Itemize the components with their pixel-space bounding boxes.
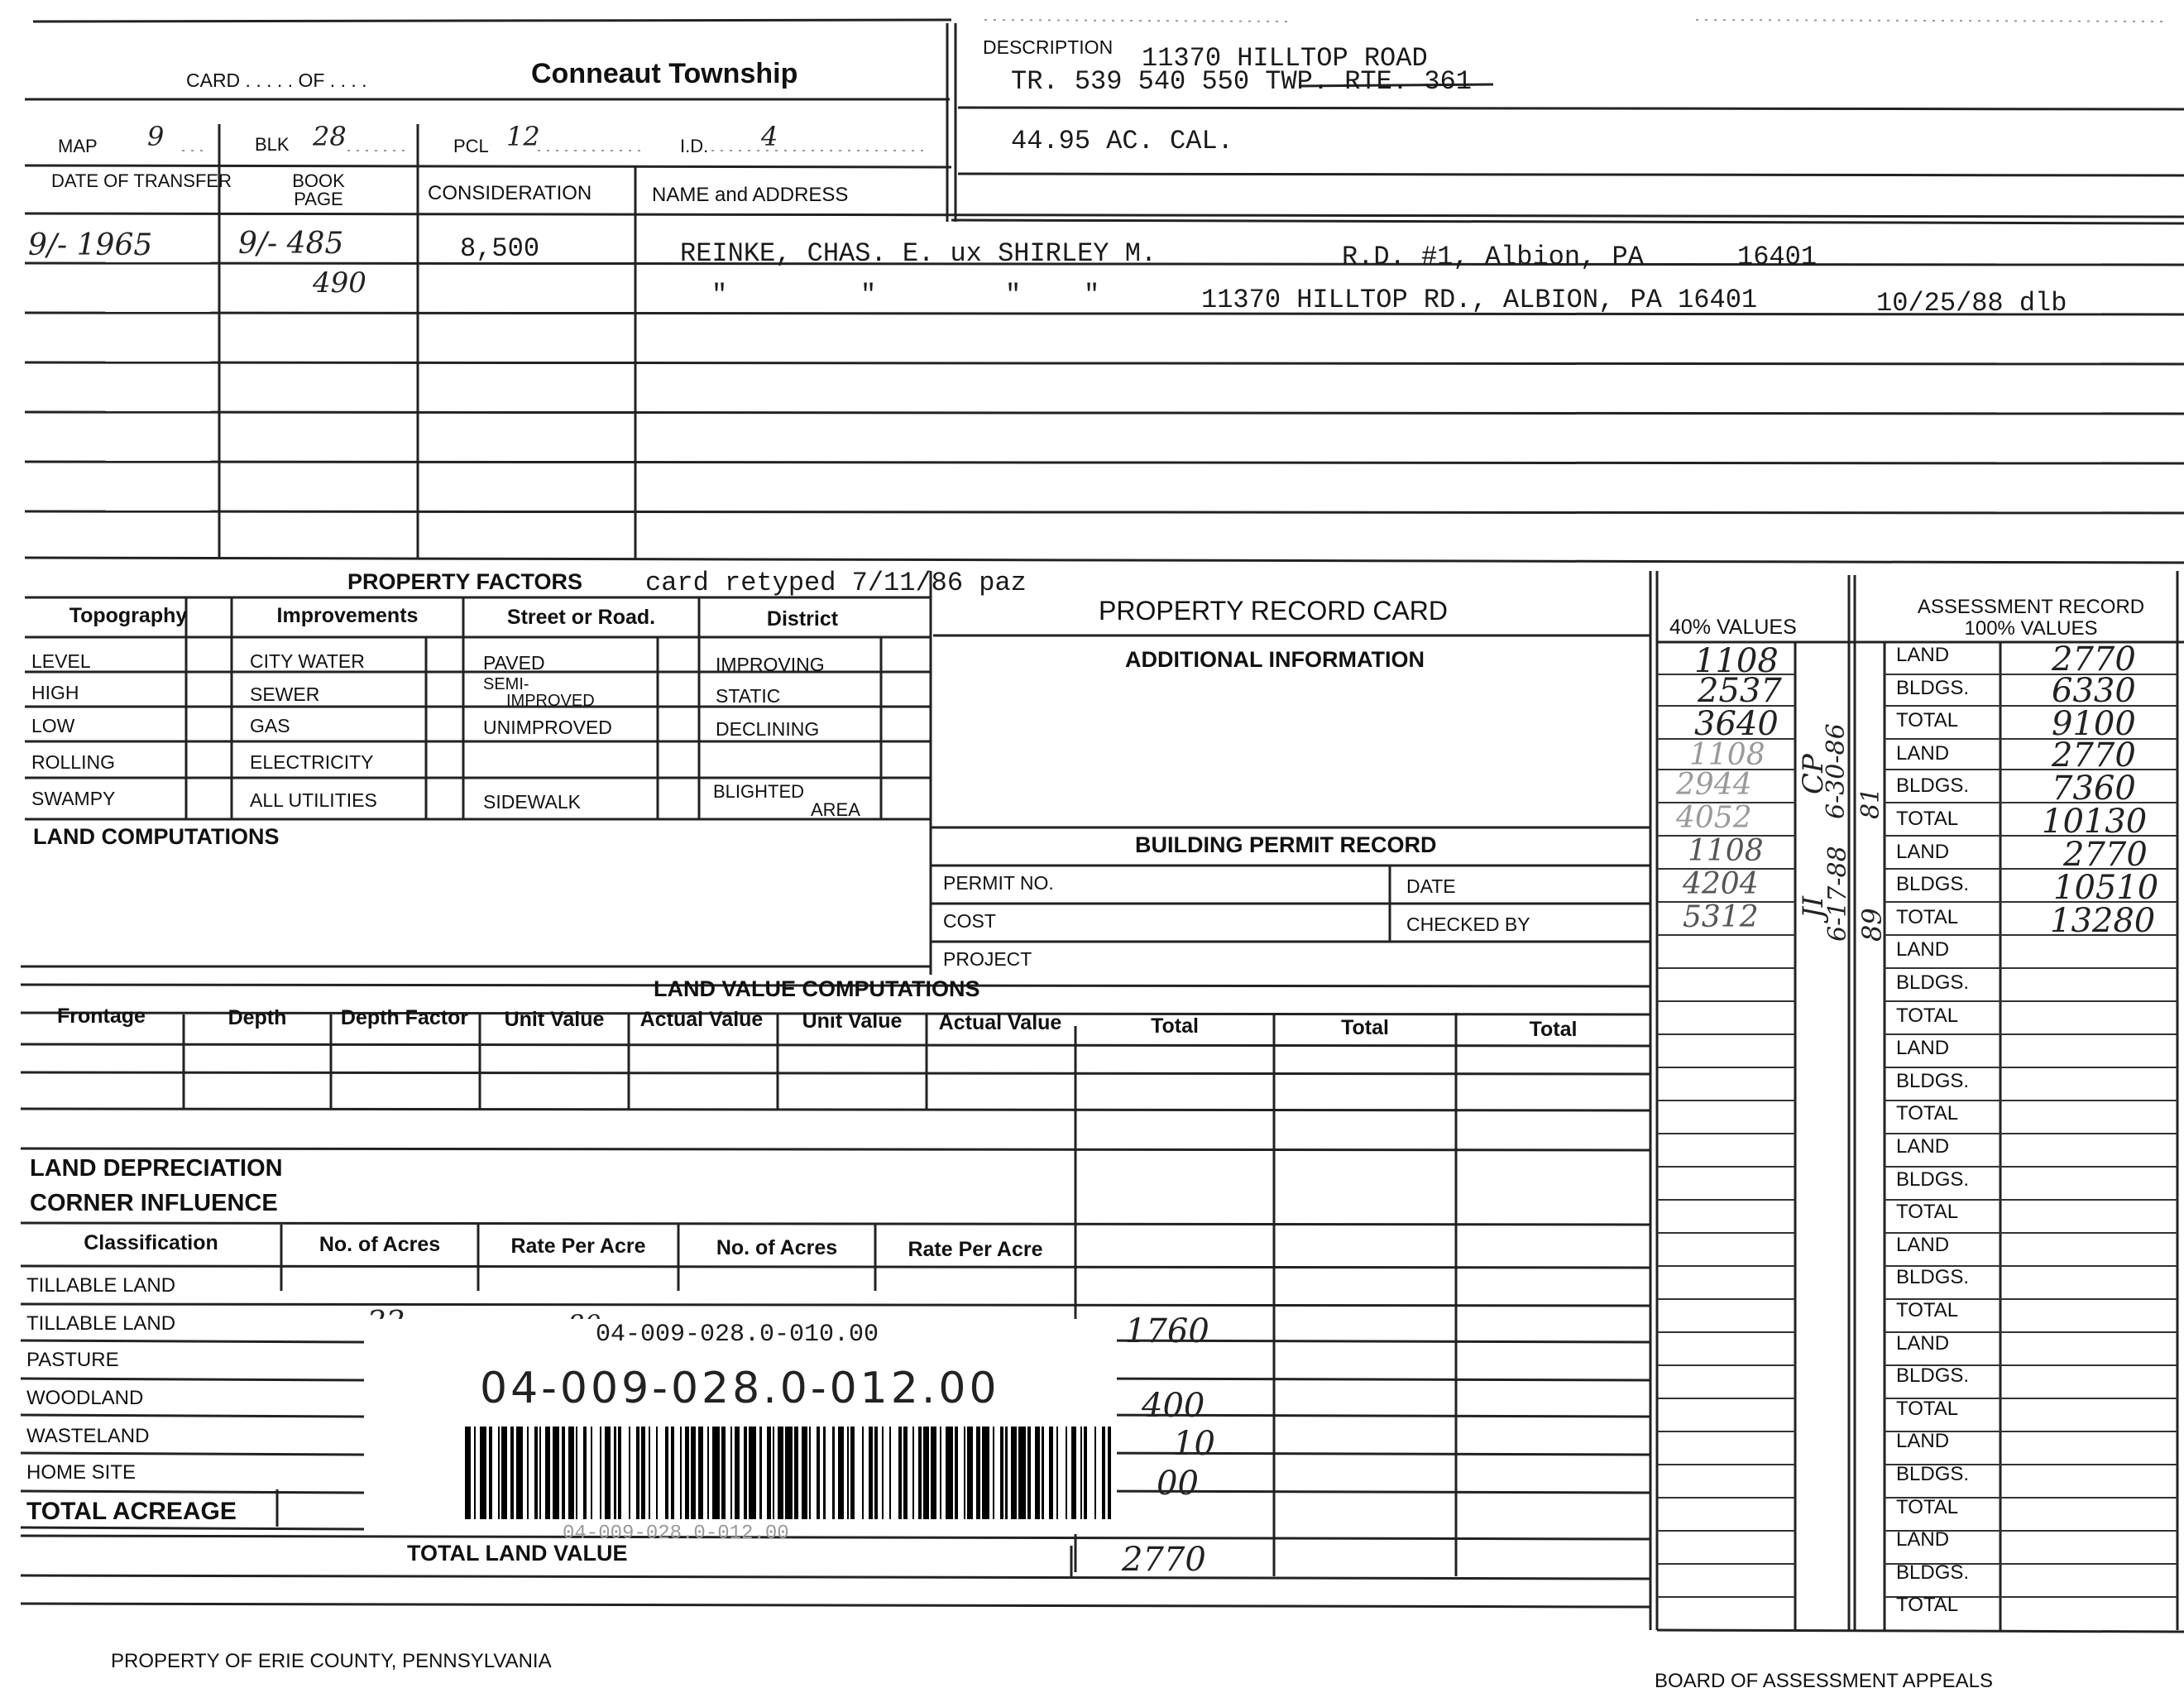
assessment-label-land: LAND [1896, 938, 1950, 961]
assessment-label-total: TOTAL [1896, 905, 1959, 928]
land-total-tillable: 1760 [1125, 1312, 1209, 1350]
barcode-bar [794, 1427, 797, 1519]
assessment-label-bldgs: BLDGS. [1896, 1561, 1970, 1584]
topography-level: LEVEL [31, 650, 91, 672]
struck-route: RTE. 361 [1344, 66, 1472, 97]
mark-ji: JI [1797, 895, 1830, 918]
street-road-header: Street or Road. [506, 606, 656, 629]
description-line-3: 44.95 AC. CAL. [1011, 126, 1233, 156]
value-40-row-2: 2537 [1698, 672, 1782, 710]
property-record-card-title: PROPERTY RECORD CARD [1099, 596, 1448, 626]
barcode-bar [591, 1427, 592, 1519]
transfer-zip-1: 16401 [1737, 242, 1818, 272]
barcode-bar [1018, 1427, 1026, 1519]
barcode-bar [1056, 1427, 1058, 1519]
assessment-label-land: LAND [1896, 1430, 1950, 1453]
assessment-label-total: TOTAL [1896, 1594, 1959, 1617]
street-semi: SEMI- [483, 675, 529, 693]
barcode-bar [576, 1427, 577, 1519]
assessment-label-bldgs: BLDGS. [1896, 873, 1970, 896]
assessment-label-total: TOTAL [1896, 709, 1959, 732]
blk-label: BLK [255, 134, 290, 155]
permit-no-label: PERMIT NO. [943, 872, 1054, 894]
barcode-bar [1084, 1427, 1087, 1519]
rate-per-acre-header-2: Rate Per Acre [908, 1238, 1043, 1261]
classification-header: Classification [84, 1231, 218, 1254]
class-row-tillable-2: TILLABLE LAND [26, 1312, 176, 1335]
barcode-bar [641, 1427, 644, 1519]
retyped-note: card retyped 7/11/86 paz [645, 568, 1027, 598]
barcode-bar [712, 1427, 720, 1519]
assessment-label-total: TOTAL [1896, 1299, 1959, 1321]
street-sidewalk: SIDEWALK [483, 791, 582, 813]
barcode-bar [912, 1427, 914, 1519]
permit-cost-label: COST [943, 910, 996, 932]
assessment-value-3: 9100 [2052, 705, 2136, 743]
assessment-label-bldgs: BLDGS. [1896, 676, 1970, 699]
district-header: District [766, 607, 839, 631]
assessment-label-bldgs: BLDGS. [1896, 1168, 1970, 1191]
barcode-bar [489, 1427, 492, 1519]
date-of-transfer-header: DATE OF TRANSFER [51, 170, 232, 191]
ditto-mark: " [860, 280, 877, 310]
mark-date-1986: 6-30-86 [1822, 723, 1851, 819]
mark-cp: CP [1797, 754, 1830, 794]
barcode-bar [465, 1427, 471, 1519]
unit-value-header-2: Unit Value [802, 1009, 903, 1033]
description-line-2: TR. 539 540 550 TWP. RTE. 361 [1011, 66, 1472, 97]
barcode-bar [955, 1427, 958, 1519]
barcode-bar [1042, 1427, 1043, 1519]
barcode-bar [501, 1427, 507, 1519]
total-header-1: Total [1151, 1014, 1199, 1038]
barcode-bar [1102, 1427, 1105, 1519]
transfer-address-1: R.D. #1, Albion, PA [1342, 242, 1644, 272]
assessment-label-bldgs: BLDGS. [1896, 1069, 1970, 1092]
land-value-computations-title: LAND VALUE COMPUTATIONS [654, 976, 980, 1001]
project-label: PROJECT [943, 948, 1032, 970]
pcl-value: 12 [506, 121, 540, 152]
assessment-value-4: 2770 [2052, 736, 2136, 774]
transfer-date-1: 9/- 1965 [28, 228, 153, 262]
land-total-home-site: 00 [1157, 1465, 1199, 1503]
assessment-label-land: LAND [1896, 840, 1950, 863]
barcode-bar [527, 1427, 529, 1519]
assessment-label-land: LAND [1896, 1135, 1950, 1158]
assessment-value-2: 6330 [2052, 672, 2136, 710]
barcode-bar [903, 1427, 907, 1519]
barcode-bar [1049, 1427, 1052, 1519]
assessment-100-header: 100% VALUES [1964, 617, 2098, 640]
barcode-bar [862, 1427, 864, 1519]
barcode-bar [918, 1427, 922, 1519]
sticker-bottom-text: 04-009-028.0-012.00 [563, 1523, 789, 1545]
barcode-bar [1027, 1427, 1031, 1519]
value-40-row-5: 2944 [1676, 768, 1752, 802]
improvements-header: Improvements [276, 604, 419, 627]
barcode-bar [707, 1427, 709, 1519]
frontage-header: Frontage [57, 1005, 146, 1028]
assessment-label-land: LAND [1896, 1331, 1950, 1355]
topography-low: LOW [31, 715, 75, 736]
barcode-bar [809, 1427, 811, 1519]
barcode-bar [923, 1427, 929, 1519]
barcode-bar [649, 1427, 650, 1519]
barcode-bar [1000, 1427, 1003, 1519]
mark-89: 89 [1856, 908, 1888, 942]
assessment-value-8: 10510 [2053, 869, 2159, 907]
sticker-top-text: 04-009-028.0-010.00 [596, 1321, 879, 1349]
ditto-mark: " [1005, 280, 1022, 310]
barcode-bar [976, 1427, 979, 1519]
barcode-bar [964, 1427, 965, 1519]
depth-factor-header: Depth Factor [340, 1006, 469, 1029]
street-improved: IMPROVED [506, 692, 595, 710]
assessment-value-5: 7360 [2052, 770, 2136, 808]
assessment-label-bldgs: BLDGS. [1896, 1266, 1970, 1289]
footer-board-of-appeals: BOARD OF ASSESSMENT APPEALS [1655, 1670, 1994, 1688]
barcode-bar [618, 1427, 621, 1519]
barcode-bar [778, 1427, 783, 1519]
barcode-bar [1035, 1427, 1041, 1519]
actual-value-header-2: Actual Value [938, 1011, 1062, 1034]
assessment-value-9: 13280 [2050, 902, 2156, 940]
barcode-bar [946, 1427, 953, 1519]
barcode-bar [785, 1427, 793, 1519]
barcode-bar [614, 1427, 615, 1519]
topography-header: Topography [69, 604, 188, 627]
barcode-bar [759, 1427, 761, 1519]
barcode-bar [898, 1427, 902, 1519]
barcode-bar [823, 1427, 825, 1519]
assessment-label-bldgs: BLDGS. [1896, 774, 1970, 798]
barcode-bar [767, 1427, 770, 1519]
barcode-bar [744, 1427, 747, 1519]
blk-value: 28 [313, 121, 347, 152]
district-area: AREA [811, 799, 860, 820]
district-blighted: BLIGHTED [713, 781, 805, 802]
street-unimproved: UNIMPROVED [483, 717, 612, 738]
class-row-wasteland: WASTELAND [26, 1425, 150, 1447]
improvement-sewer: SEWER [250, 683, 320, 705]
ditto-mark: " [711, 280, 728, 310]
assessment-label-total: TOTAL [1896, 1004, 1959, 1027]
name-address-header: NAME and ADDRESS [652, 184, 849, 206]
total-land-value: 2770 [1122, 1541, 1206, 1579]
barcode-bar [838, 1427, 844, 1519]
barcode-bar [562, 1427, 565, 1519]
barcode-bar [874, 1427, 878, 1519]
total-header-3: Total [1529, 1018, 1578, 1041]
barcode-bar [600, 1427, 601, 1519]
barcode-bar [889, 1427, 891, 1519]
district-improving: IMPROVING [716, 654, 825, 675]
barcode-bar [680, 1427, 682, 1519]
assessment-label-total: TOTAL [1896, 1495, 1959, 1518]
value-40-row-9: 5312 [1683, 900, 1759, 934]
barcode-sticker [364, 1319, 1117, 1545]
barcode-bar [656, 1427, 658, 1519]
improvement-gas: GAS [250, 715, 290, 736]
barcode-bar [967, 1427, 973, 1519]
value-40-row-7: 1108 [1688, 834, 1764, 868]
land-computations-title: LAND COMPUTATIONS [33, 824, 280, 849]
assessment-label-land: LAND [1896, 741, 1950, 765]
additional-information-title: ADDITIONAL INFORMATION [1125, 647, 1425, 672]
depth-header: Depth [228, 1006, 287, 1029]
assessment-label-total: TOTAL [1896, 808, 1959, 830]
barcode-bar [721, 1427, 725, 1519]
barcode-bar [605, 1427, 611, 1519]
assessment-label-bldgs: BLDGS. [1896, 971, 1970, 994]
barcode-bar [474, 1427, 476, 1519]
class-row-pasture: PASTURE [26, 1349, 119, 1371]
barcode-bar [539, 1427, 541, 1519]
transfer-consideration-1: 8,500 [460, 233, 540, 264]
improvement-electricity: ELECTRICITY [250, 751, 374, 773]
id-value: 4 [761, 121, 778, 152]
corner-influence-title: CORNER INFLUENCE [30, 1190, 278, 1216]
assessment-label-land: LAND [1896, 1528, 1950, 1551]
topography-rolling: ROLLING [31, 751, 115, 773]
no-of-acres-header-2: No. of Acres [716, 1236, 838, 1259]
barcode-bar [671, 1427, 674, 1519]
assessment-value-6: 10130 [2042, 803, 2148, 841]
barcode-bar [847, 1427, 849, 1519]
transfer-address-2: 11370 HILLTOP RD., ALBION, PA 16401 [1201, 285, 1758, 315]
barcode-bar [636, 1427, 639, 1519]
class-row-total-acreage: TOTAL ACREAGE [26, 1498, 237, 1525]
assessment-label-land: LAND [1896, 644, 1950, 666]
footer-property-of: PROPERTY OF ERIE COUNTY, PENNSYLVANIA [111, 1650, 552, 1672]
barcode-bar [1005, 1427, 1007, 1519]
book-page-header: BOOK PAGE [292, 170, 345, 209]
property-factors-title: PROPERTY FACTORS [347, 569, 583, 594]
rate-per-acre-header: Rate Per Acre [510, 1235, 646, 1258]
barcode-bar [882, 1427, 884, 1519]
barcode-bar [534, 1427, 538, 1519]
barcode-bar [1108, 1427, 1111, 1519]
actual-value-header: Actual Value [639, 1008, 764, 1031]
mark-81: 81 [1856, 787, 1885, 819]
barcode-bar [685, 1427, 688, 1519]
barcode-bar [568, 1427, 574, 1519]
barcode-bar [480, 1427, 487, 1519]
assessment-label-total: TOTAL [1896, 1201, 1959, 1224]
barcode-icon [465, 1427, 1118, 1519]
id-label: I.D. [680, 136, 709, 156]
ditto-mark: " [1084, 280, 1100, 310]
class-row-tillable-1: TILLABLE LAND [26, 1274, 176, 1297]
barcode-bar [1011, 1427, 1017, 1519]
street-paved: PAVED [483, 652, 545, 674]
barcode-bar [931, 1427, 936, 1519]
barcode-bar [545, 1427, 551, 1519]
land-total-wasteland: 10 [1173, 1425, 1215, 1463]
barcode-bar [583, 1427, 587, 1519]
map-label: MAP [58, 136, 98, 156]
transfer-book-2: 490 [313, 266, 366, 300]
barcode-bar [498, 1427, 500, 1519]
assessment-value-7: 2770 [2063, 836, 2148, 874]
barcode-bar [1066, 1427, 1067, 1519]
assessment-label-total: TOTAL [1896, 1397, 1959, 1420]
consideration-header: CONSIDERATION [428, 182, 592, 204]
assessment-label-total: TOTAL [1896, 1102, 1959, 1125]
barcode-bar [817, 1427, 820, 1519]
improvement-all-utilities: ALL UTILITIES [250, 789, 377, 811]
barcode-bar [510, 1427, 514, 1519]
barcode-bar [749, 1427, 756, 1519]
description-line-1: 11370 HILLTOP ROAD [1142, 43, 1428, 74]
improvement-city-water: CITY WATER [250, 650, 365, 672]
total-land-value-label: TOTAL LAND VALUE [407, 1541, 628, 1566]
barcode-bar [730, 1427, 732, 1519]
barcode-bar [1071, 1427, 1077, 1519]
township-title: Conneaut Township [531, 58, 798, 89]
class-row-woodland: WOODLAND [26, 1387, 144, 1409]
barcode-bar [665, 1427, 668, 1519]
barcode-bar [698, 1427, 704, 1519]
value-40-row-8: 4204 [1683, 867, 1759, 901]
barcode-bar [869, 1427, 872, 1519]
district-declining: DECLINING [716, 718, 820, 740]
building-permit-title: BUILDING PERMIT RECORD [1135, 832, 1437, 857]
assessment-label-bldgs: BLDGS. [1896, 1463, 1970, 1485]
barcode-bar [516, 1427, 524, 1519]
assessment-label-land: LAND [1896, 1037, 1950, 1060]
no-of-acres-header: No. of Acres [318, 1233, 441, 1256]
barcode-bar [1080, 1427, 1082, 1519]
topography-high: HIGH [31, 682, 79, 703]
district-static: STATIC [716, 685, 781, 707]
mark-date-1988: 6-17-88 [1823, 846, 1852, 942]
value-40-row-3: 3640 [1694, 705, 1779, 743]
forty-percent-header: 40% VALUES [1669, 616, 1797, 639]
sticker-handwritten-number: 04-009-028.0-012.00 [480, 1364, 1000, 1413]
checked-by-label: CHECKED BY [1406, 914, 1530, 935]
class-row-home-site: HOME SITE [26, 1461, 136, 1484]
permit-date-label: DATE [1406, 875, 1456, 897]
barcode-bar [850, 1427, 854, 1519]
barcode-bar [735, 1427, 740, 1519]
barcode-bar [773, 1427, 774, 1519]
barcode-bar [629, 1427, 630, 1519]
assessment-label-bldgs: BLDGS. [1896, 1364, 1970, 1388]
land-depreciation-title: LAND DEPRECIATION [30, 1155, 283, 1182]
transfer-date-note-2: 10/25/88 dlb [1876, 288, 2067, 319]
barcode-bar [982, 1427, 989, 1519]
unit-value-header: Unit Value [504, 1008, 605, 1031]
card-of-label: CARD . . . . . OF . . . . [186, 70, 367, 91]
assessment-record-header: ASSESSMENT RECORD [1917, 596, 2145, 618]
barcode-bar [993, 1427, 994, 1519]
pcl-label: PCL [453, 136, 489, 156]
description-label: DESCRIPTION [983, 36, 1114, 58]
assessment-value-1: 2770 [2052, 640, 2136, 679]
value-40-row-6: 4052 [1676, 801, 1752, 835]
assessment-label-land: LAND [1896, 1233, 1950, 1256]
barcode-bar [1094, 1427, 1096, 1519]
total-header-2: Total [1341, 1016, 1389, 1039]
topography-swampy: SWAMPY [31, 788, 116, 809]
barcode-bar [802, 1427, 807, 1519]
land-total-woodland: 400 [1142, 1387, 1205, 1425]
barcode-bar [940, 1427, 941, 1519]
transfer-book-1: 9/- 485 [238, 227, 344, 261]
barcode-bar [832, 1427, 834, 1519]
transfer-name-1: REINKE, CHAS. E. ux SHIRLEY M. [680, 238, 1157, 269]
barcode-bar [553, 1427, 560, 1519]
map-value: 9 [147, 121, 165, 152]
value-40-row-4: 1108 [1689, 738, 1765, 772]
value-40-row-1: 1108 [1694, 642, 1779, 680]
barcode-bar [691, 1427, 697, 1519]
